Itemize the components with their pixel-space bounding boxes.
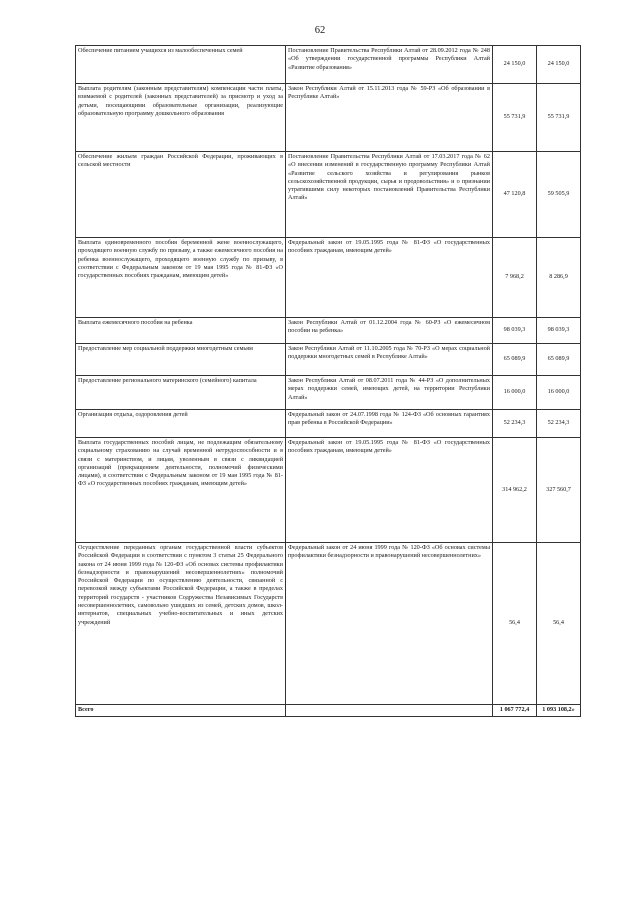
table-row	[76, 318, 581, 344]
row-basis-cell: Федеральный закон от 24.07.1998 года № 124-ФЗ «Об основных гарантиях прав ребенка в Российской Федерации»	[286, 410, 493, 438]
total-label: Всего	[76, 705, 286, 717]
table-row	[76, 84, 581, 152]
row-value-1-cell: 55 731,9	[493, 84, 537, 152]
row-value-2-cell: 24 150,0	[537, 46, 581, 84]
row-name-cell: Предоставление мер социальной поддержки многодетным семьям	[76, 344, 286, 376]
row-value-2-cell: 52 234,3	[537, 410, 581, 438]
total-basis-cell	[286, 705, 493, 717]
row-value-2-cell: 55 731,9	[537, 84, 581, 152]
row-value-1-cell: 16 000,0	[493, 376, 537, 410]
row-value-1-cell: 7 968,2	[493, 238, 537, 318]
row-basis-cell: Федеральный закон от 24 июня 1999 года № 120-ФЗ «Об основах системы профилактики безнадзорности и правонарушений несовершеннолетних»	[286, 543, 493, 705]
row-name-cell: Выплата родителям (законным представителям) компенсации части платы, взимаемой с родителей (законных представителей) за присмотр и уход за детьми, посещающими образовательные организации, реализующие образовательную программу дошкольного образования	[76, 84, 286, 152]
row-value-1-cell: 24 150,0	[493, 46, 537, 84]
row-basis-cell: Постановление Правительства Республики Алтай от 17.03.2017 года № 62 «О внесении изменений в государственную программу Республики Алтай «Развитие сельского хозяйства и регулирования рынков сельскохозяйственной продукции, сырья и продовольствия» и о признании утратившими силу некоторых постановлений Правительства Республики Алтай»	[286, 152, 493, 238]
total-value-1: 1 067 772,4	[493, 705, 537, 717]
row-name-cell: Обеспечение питанием учащихся из малообеспеченных семей	[76, 46, 286, 84]
table-row	[76, 152, 581, 238]
row-name-cell: Выплата государственных пособий лицам, не подлежащим обязательному социальному страхованию на случай временной нетрудоспособности и в связи с материнством, и лицам, уволенным в связи с ликвидацией организаций (прекращением деятельности, полномочий физическими лицами), в соответствии с Федеральным законом от 19 мая 1995 года № 81-ФЗ «О государственных пособиях гражданам, имеющим детей»	[76, 438, 286, 543]
row-value-2-cell: 16 000,0	[537, 376, 581, 410]
row-value-2-cell: 327 560,7	[537, 438, 581, 543]
row-basis-cell: Закон Республики Алтай от 01.12.2004 года № 60-РЗ «О ежемесячном пособии на ребенка»	[286, 318, 493, 344]
row-name-cell: Выплата единовременного пособия беременной жене военнослужащего, проходящего военную службу по призыву, а также ежемесячного пособия на ребенка военнослужащего, проходящего военную службу по призыву, в соответствии с Федеральным законом от 19 мая 1995 года № 81-ФЗ «О государственных пособиях гражданам, имеющим детей»	[76, 238, 286, 318]
row-basis-cell: Постановление Правительства Республики Алтай от 28.09.2012 года № 248 «Об утверждении государственной программы Республики Алтай «Развитие образования»	[286, 46, 493, 84]
row-basis-cell: Закон Республики Алтай от 15.11.2013 года № 59-РЗ «Об образовании в Республике Алтай»	[286, 84, 493, 152]
page-number: 62	[314, 25, 326, 36]
row-value-2-cell: 98 039,3	[537, 318, 581, 344]
expenditure-table	[75, 45, 581, 717]
row-name-cell: Осуществление переданных органам государственной власти субъектов Российской Федерации в соответствии с пунктом 3 статьи 25 Федерального закона от 24 июня 1999 года № 120-ФЗ «Об основах системы профилактики безнадзорности и правонарушений несовершеннолетних» полномочий Российской Федерации по осуществлению деятельности, связанной с перевозкой между субъектами Российской Федерации, а также в пределах территорий государств - участников Содружества Независимых Государств несовершеннолетних, самовольно ушедших из семей, детских домов, школ-интернатов, специальных учебно-воспитательных и иных детских учреждений	[76, 543, 286, 705]
row-value-1-cell: 65 089,9	[493, 344, 537, 376]
table-row	[76, 376, 581, 410]
row-value-2-cell: 8 286,9	[537, 238, 581, 318]
table-row	[76, 344, 581, 376]
row-basis-cell: Федеральный закон от 19.05.1995 года № 81-ФЗ «О государственных пособиях гражданам, имеющим детей»	[286, 438, 493, 543]
table-row	[76, 543, 581, 705]
row-value-1-cell: 314 962,2	[493, 438, 537, 543]
row-value-1-cell: 98 039,3	[493, 318, 537, 344]
table-row	[76, 238, 581, 318]
row-value-1-cell: 56,4	[493, 543, 537, 705]
row-name-cell: Организация отдыха, оздоровления детей	[76, 410, 286, 438]
row-value-2-cell: 59 505,9	[537, 152, 581, 238]
row-basis-cell: Закон Республики Алтай от 11.10.2005 года № 70-РЗ «О мерах социальной поддержки многодетных семей в Республике Алтай»	[286, 344, 493, 376]
total-row	[76, 705, 581, 717]
table-row	[76, 410, 581, 438]
row-value-1-cell: 47 120,8	[493, 152, 537, 238]
row-name-cell: Обеспечение жильем граждан Российской Федерации, проживающих в сельской местности	[76, 152, 286, 238]
row-basis-cell: Федеральный закон от 19.05.1995 года № 81-ФЗ «О государственных пособиях гражданам, имеющим детей»	[286, 238, 493, 318]
total-value-2: 1 093 108,2»	[537, 705, 581, 717]
row-value-2-cell: 65 089,9	[537, 344, 581, 376]
row-value-2-cell: 56,4	[537, 543, 581, 705]
row-value-1-cell: 52 234,3	[493, 410, 537, 438]
row-name-cell: Предоставление регионального материнского (семейного) капитала	[76, 376, 286, 410]
row-name-cell: Выплата ежемесячного пособия на ребенка	[76, 318, 286, 344]
row-basis-cell: Закон Республики Алтай от 08.07.2011 года № 44-РЗ «О дополнительных мерах поддержки семей, имеющих детей, на территории Республики Алтай»	[286, 376, 493, 410]
table-row	[76, 46, 581, 84]
table-row	[76, 438, 581, 543]
